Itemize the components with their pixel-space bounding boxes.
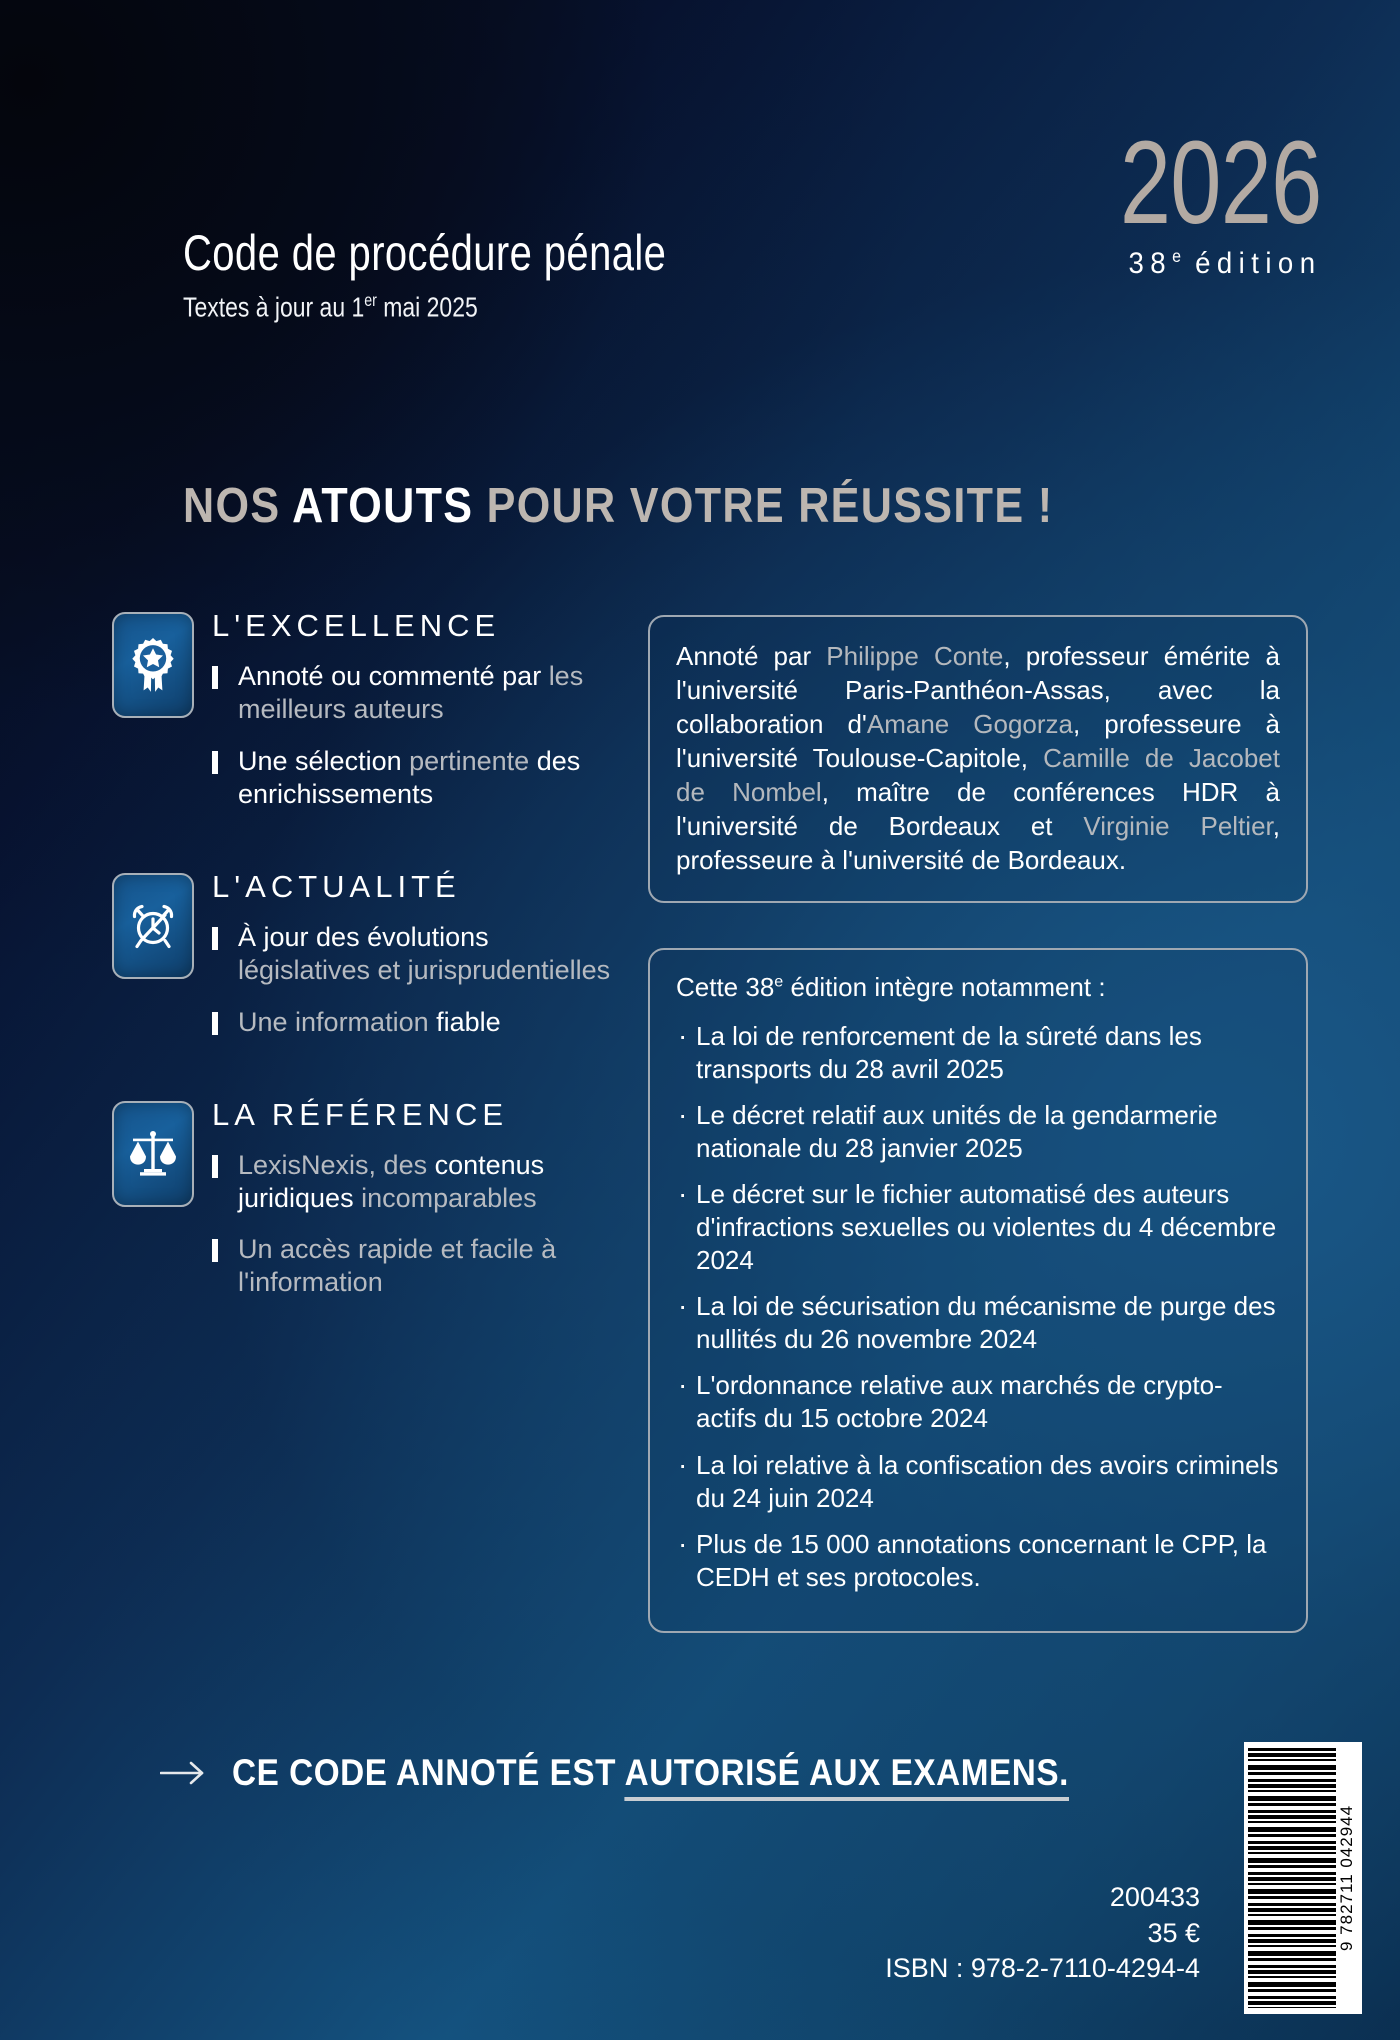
contents-intro-superscript: e [774,972,784,991]
alarm-clock-icon [112,873,194,979]
bullet-segment: incomparables [361,1182,537,1213]
year-label: 2026 [1120,117,1322,249]
barcode [1244,1742,1362,2014]
barcode-bars [1248,1748,1336,2008]
barcode-digits: 9 782711 042944 [1337,1804,1356,1952]
edition-number: 38 [1128,246,1173,280]
authors-segment: Annoté par [676,641,827,671]
title-block [183,225,787,323]
feature-title: L'EXCELLENCE [212,608,501,643]
year-block [1063,117,1322,281]
feature-bullet [212,660,612,726]
exam-authorization-banner [160,1752,1162,1794]
list-item: · La loi relative à la confiscation des avoirs criminels du 24 juin 2024 [676,1449,1280,1515]
subtitle-post: mai 2025 [376,291,478,323]
arrow-right-icon [160,1760,206,1786]
cover-header [0,0,1400,360]
isbn-block [885,1880,1200,1987]
feature-reference [112,1097,612,1300]
list-item: · Plus de 15 000 annotations concernant le CPP, la CEDH et ses protocoles. [676,1528,1280,1594]
feature-bullet [212,1006,612,1039]
feature-actualite [112,869,612,1039]
authors-segment: , professeur émérite à l'université Paris-Panthéon-Assas, avec la collaboration d' [676,641,1280,740]
author-name: Camille de Jacobet de Nombel [676,743,1280,808]
edition-contents-box [648,948,1308,1632]
feature-bullet [212,1149,612,1215]
banner-underlined-part: AUTORISÉ AUX EXAMENS. [625,1752,1069,1801]
headline-emphasis: ATOUTS [292,479,474,533]
info-column [648,615,1308,1633]
feature-bullet [212,745,612,811]
bullet-segment: contenus juridiques [238,1149,545,1213]
bullet-segment: À jour des évolutions [238,921,489,952]
author-name: Amane Gogorza [866,709,1073,740]
scales-of-justice-icon [112,1101,194,1207]
bullet-segment: fiable [436,1006,501,1037]
feature-bullet [212,921,612,987]
authors-segment: , professeure à l'université Toulouse-Capitole, [676,709,1281,774]
list-item: · La loi de renforcement de la sûreté dans les transports du 28 avril 2025 [676,1020,1280,1086]
feature-bullet [212,1233,612,1299]
edition-label [1084,246,1322,281]
headline-part1: NOS [183,479,293,533]
bullet-segment: pertinente [409,745,530,776]
subtitle-pre: Textes à jour au 1 [183,291,365,323]
contents-list [676,1020,1280,1593]
edition-word: édition [1195,246,1322,280]
list-item: · La loi de sécurisation du mécanisme de purge des nullités du 26 novembre 2024 [676,1290,1280,1356]
book-title: Code de procédure pénale [183,225,667,281]
feature-title: L'ACTUALITÉ [212,868,461,904]
authors-box [648,615,1308,903]
reference-code: 200433 [1109,1882,1200,1912]
subtitle-superscript: er [364,290,377,310]
list-item: · L'ordonnance relative aux marchés de crypto-actifs du 15 octobre 2024 [676,1369,1280,1435]
author-name: Virginie Peltier [1083,811,1273,842]
book-subtitle [183,290,678,323]
price-label: 35 € [1147,1917,1200,1948]
edition-superscript: e [1172,245,1182,266]
isbn-label: ISBN : 978-2-7110-4294-4 [885,1953,1200,1984]
feature-title: LA RÉFÉRENCE [212,1096,509,1132]
bullet-segment: Une sélection [238,745,410,776]
authors-text [676,639,1280,877]
bullet-segment: législatives et jurisprudentielles [238,954,611,985]
list-item: · Le décret relatif aux unités de la gendarmerie nationale du 28 janvier 2025 [676,1099,1280,1165]
award-rosette-icon [112,612,194,718]
bullet-segment: des enrichissements [238,745,581,809]
features-column [112,600,612,1357]
authors-segment: , maître de conférences HDR à l'université de Bordeaux et [676,777,1280,842]
banner-text [232,1752,1069,1794]
banner-plain-part: CE CODE ANNOTÉ EST [232,1752,625,1793]
contents-intro-pre: Cette 38 [676,972,775,1003]
bullet-segment: Un accès rapide et facile à l'information [238,1234,557,1298]
contents-intro [676,972,1280,1003]
author-name: Philippe Conte [826,641,1004,671]
bullet-segment: LexisNexis, des [238,1149,435,1180]
authors-segment: , professeure à l'université de Bordeaux. [676,811,1280,876]
bullet-segment: les meilleurs auteurs [238,661,584,724]
headline-part3: POUR VOTRE RÉUSSITE ! [473,479,1054,533]
page-headline [183,478,1053,534]
list-item: · Le décret sur le fichier automatisé des auteurs d'infractions sexuelles ou violentes du 4 décembre 2024 [676,1178,1280,1277]
feature-excellence [112,608,612,811]
bullet-segment: Annoté ou commenté par [238,661,549,691]
bullet-segment: Une information [238,1006,437,1037]
contents-intro-post: édition intègre notamment : [783,972,1106,1003]
